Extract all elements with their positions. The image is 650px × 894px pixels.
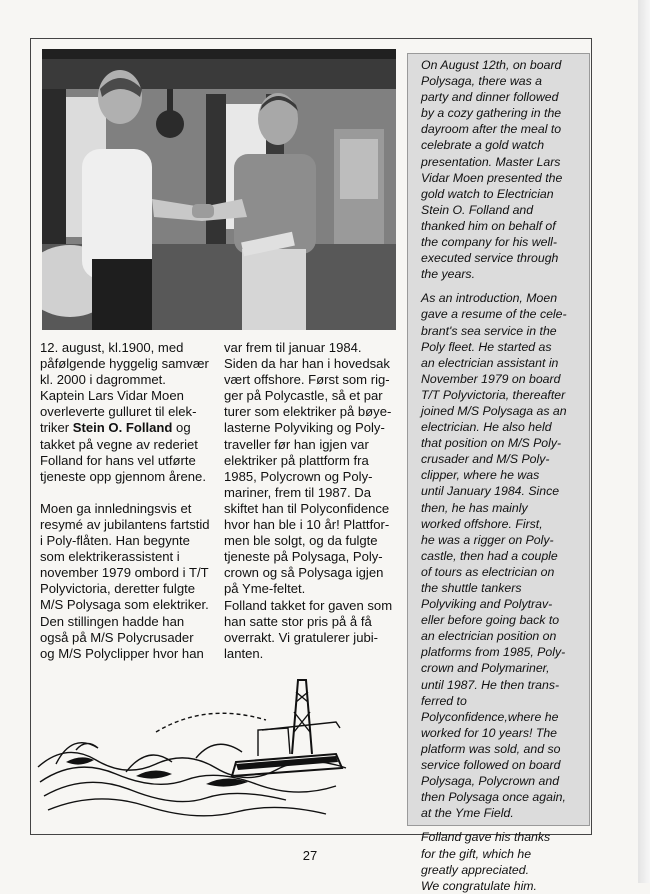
text-line: November 1979 on board bbox=[421, 371, 561, 386]
text-line: skiftet han til Polyconfidence bbox=[224, 500, 390, 516]
text-line: Moen ga innledningsvis et bbox=[40, 500, 192, 516]
text-line: for the gift, which he bbox=[421, 846, 532, 861]
text-line: eller before going back to bbox=[421, 613, 560, 628]
norwegian-column-1 bbox=[40, 340, 210, 662]
text-line: executed service through bbox=[421, 251, 559, 266]
text-line: platform was sold, and so bbox=[421, 741, 561, 756]
highlighted-name: Stein O. Folland bbox=[72, 420, 173, 436]
text-line: the shuttle tankers bbox=[421, 581, 522, 595]
text-line: triker Stein O. Folland og bbox=[40, 420, 191, 436]
text-line: Poly fleet. He started as bbox=[421, 339, 552, 354]
text-line: overrakt. Vi gratulerer jubi- bbox=[224, 629, 379, 645]
text-line: the company for his well- bbox=[421, 235, 558, 250]
text-line: then Polysaga once again, bbox=[421, 790, 566, 805]
text-line: og M/S Polyclipper hvor han bbox=[40, 645, 204, 661]
paragraph-gap bbox=[421, 821, 567, 829]
text-line: gave a resume of the cele- bbox=[421, 307, 567, 322]
text-line: var frem til januar 1984. bbox=[224, 340, 362, 355]
text-line: overleverte gulluret til elek- bbox=[40, 404, 197, 420]
text-line: then, he has mainly bbox=[421, 500, 528, 515]
text-line: Siden da har han i hovedsak bbox=[224, 356, 390, 372]
text-line: Polysaga, there was a bbox=[421, 74, 542, 89]
award-photo bbox=[42, 49, 396, 330]
text-line: men ble solgt, og da fulgte bbox=[224, 533, 378, 549]
text-line: We congratulate him. bbox=[421, 878, 537, 893]
text-line: ferred to bbox=[421, 693, 467, 708]
text-line: påfølgende hyggelig samvær bbox=[40, 356, 209, 372]
text-line: dayroom after the meal to bbox=[421, 122, 562, 137]
text-line: ger på Polycastle, så et par bbox=[224, 388, 383, 404]
text-line: Folland for hans vel utførte bbox=[40, 452, 196, 468]
text-line: gold watch to Electrician bbox=[421, 186, 554, 201]
text-line: tjeneste på Polysaga, Poly- bbox=[224, 549, 383, 565]
rig-illustration bbox=[36, 672, 356, 822]
text-line: brant's sea service in the bbox=[421, 323, 557, 338]
text-line: elektriker på plattform fra bbox=[224, 452, 369, 468]
text-line: Polyconfidence,where he bbox=[421, 709, 559, 724]
text-line: kl. 2000 i dagrommet. bbox=[40, 372, 166, 388]
text-line: vært offshore. Først som rig- bbox=[224, 372, 390, 388]
text-line: worked offshore. First, bbox=[421, 516, 543, 531]
text-line: of tours as electrician on bbox=[421, 564, 555, 579]
text-line: Folland takket for gaven som bbox=[224, 597, 393, 613]
english-translation bbox=[421, 57, 567, 894]
text-line: Polyviking and Polytrav- bbox=[421, 597, 553, 612]
text-line: takket på vegne av rederiet bbox=[40, 436, 198, 452]
text-line: på Yme-feltet. bbox=[224, 581, 306, 597]
text-line: the years. bbox=[421, 267, 475, 282]
text-line: hvor han ble i 10 år! Plattfor- bbox=[224, 517, 390, 533]
text-line: worked for 10 years! The bbox=[421, 725, 558, 740]
text-line: traveller før han igjen var bbox=[224, 436, 369, 452]
text-line: presentation. Master Lars bbox=[421, 154, 561, 169]
text-line: november 1979 ombord i T/T bbox=[40, 565, 209, 581]
text-line: også på M/S Polycrusader bbox=[40, 629, 194, 645]
text-line: crown and Polymariner, bbox=[421, 661, 550, 676]
text-line: by a cozy gathering in the bbox=[421, 106, 562, 121]
text-line: an electrician position on bbox=[421, 629, 557, 644]
text-line: turer som elektriker på bøye- bbox=[224, 404, 392, 420]
text-line: Polyvictoria, deretter fulgte bbox=[40, 581, 196, 597]
text-line: mariner, frem til 1987. Da bbox=[224, 484, 371, 500]
text-line: Den stillingen hadde han bbox=[40, 613, 185, 629]
text-line: that position on M/S Poly- bbox=[421, 436, 562, 451]
page-number: 27 bbox=[302, 848, 318, 863]
text-line: Vidar Moen presented the bbox=[421, 170, 563, 185]
oil-rig-sketch bbox=[36, 672, 356, 827]
text-line: i Poly-flåten. Han begynte bbox=[40, 533, 190, 549]
text-line: castle, then had a couple bbox=[421, 548, 558, 563]
text-line: thanked him on behalf of bbox=[421, 218, 556, 233]
text-line: service followed on board bbox=[421, 758, 561, 773]
text-line: som elektrikerassistent i bbox=[40, 549, 180, 565]
text-line: until 1987. He then trans- bbox=[421, 677, 560, 692]
text-line: Polysaga, Polycrown and bbox=[421, 774, 560, 789]
text-line: Kaptein Lars Vidar Moen bbox=[40, 388, 184, 404]
text-line: Folland gave his thanks bbox=[421, 830, 551, 845]
text-line: Stein O. Folland and bbox=[421, 202, 534, 217]
text-line: lanten. bbox=[224, 645, 264, 661]
text-line: crown og så Polysaga igjen bbox=[224, 565, 384, 581]
paragraph-gap bbox=[40, 485, 210, 501]
text-line: celebrate a gold watch bbox=[421, 138, 545, 153]
text-line: As an introduction, Moen bbox=[421, 291, 558, 306]
photo-image bbox=[42, 49, 396, 330]
text-line: resymé av jubilantens fartstid bbox=[40, 516, 210, 532]
text-line: clipper, where he was bbox=[421, 468, 540, 483]
text-line: greatly appreciated. bbox=[421, 862, 530, 877]
text-line: party and dinner followed bbox=[421, 90, 559, 105]
text-line: until January 1984. Since bbox=[421, 484, 560, 499]
page-edge bbox=[638, 0, 650, 883]
text-line: crusader and M/S Poly- bbox=[421, 452, 550, 467]
text-line: tjeneste opp gjennom årene. bbox=[40, 468, 206, 484]
norwegian-column-2 bbox=[224, 340, 392, 662]
text-line: electrician. He also held bbox=[421, 420, 552, 435]
text-line: han satte stor pris på å få bbox=[224, 613, 372, 629]
text-line: an electrician assistant in bbox=[421, 355, 559, 370]
text-line: he was a rigger on Poly- bbox=[421, 532, 554, 547]
text-line: lasterne Polyviking og Poly- bbox=[224, 420, 385, 436]
text-line: joined M/S Polysaga as an bbox=[421, 403, 567, 418]
text-line: T/T Polyvictoria, thereafter bbox=[421, 387, 566, 402]
text-line: platforms from 1985, Poly- bbox=[421, 645, 566, 660]
paragraph-gap bbox=[421, 282, 567, 290]
text-line: On August 12th, on board bbox=[421, 58, 562, 72]
text-line: 12. august, kl.1900, med bbox=[40, 340, 184, 355]
text-line: M/S Polysaga som elektriker. bbox=[40, 597, 209, 613]
text-line: 1985, Polycrown og Poly- bbox=[224, 468, 373, 484]
text-line: at the Yme Field. bbox=[421, 806, 514, 821]
